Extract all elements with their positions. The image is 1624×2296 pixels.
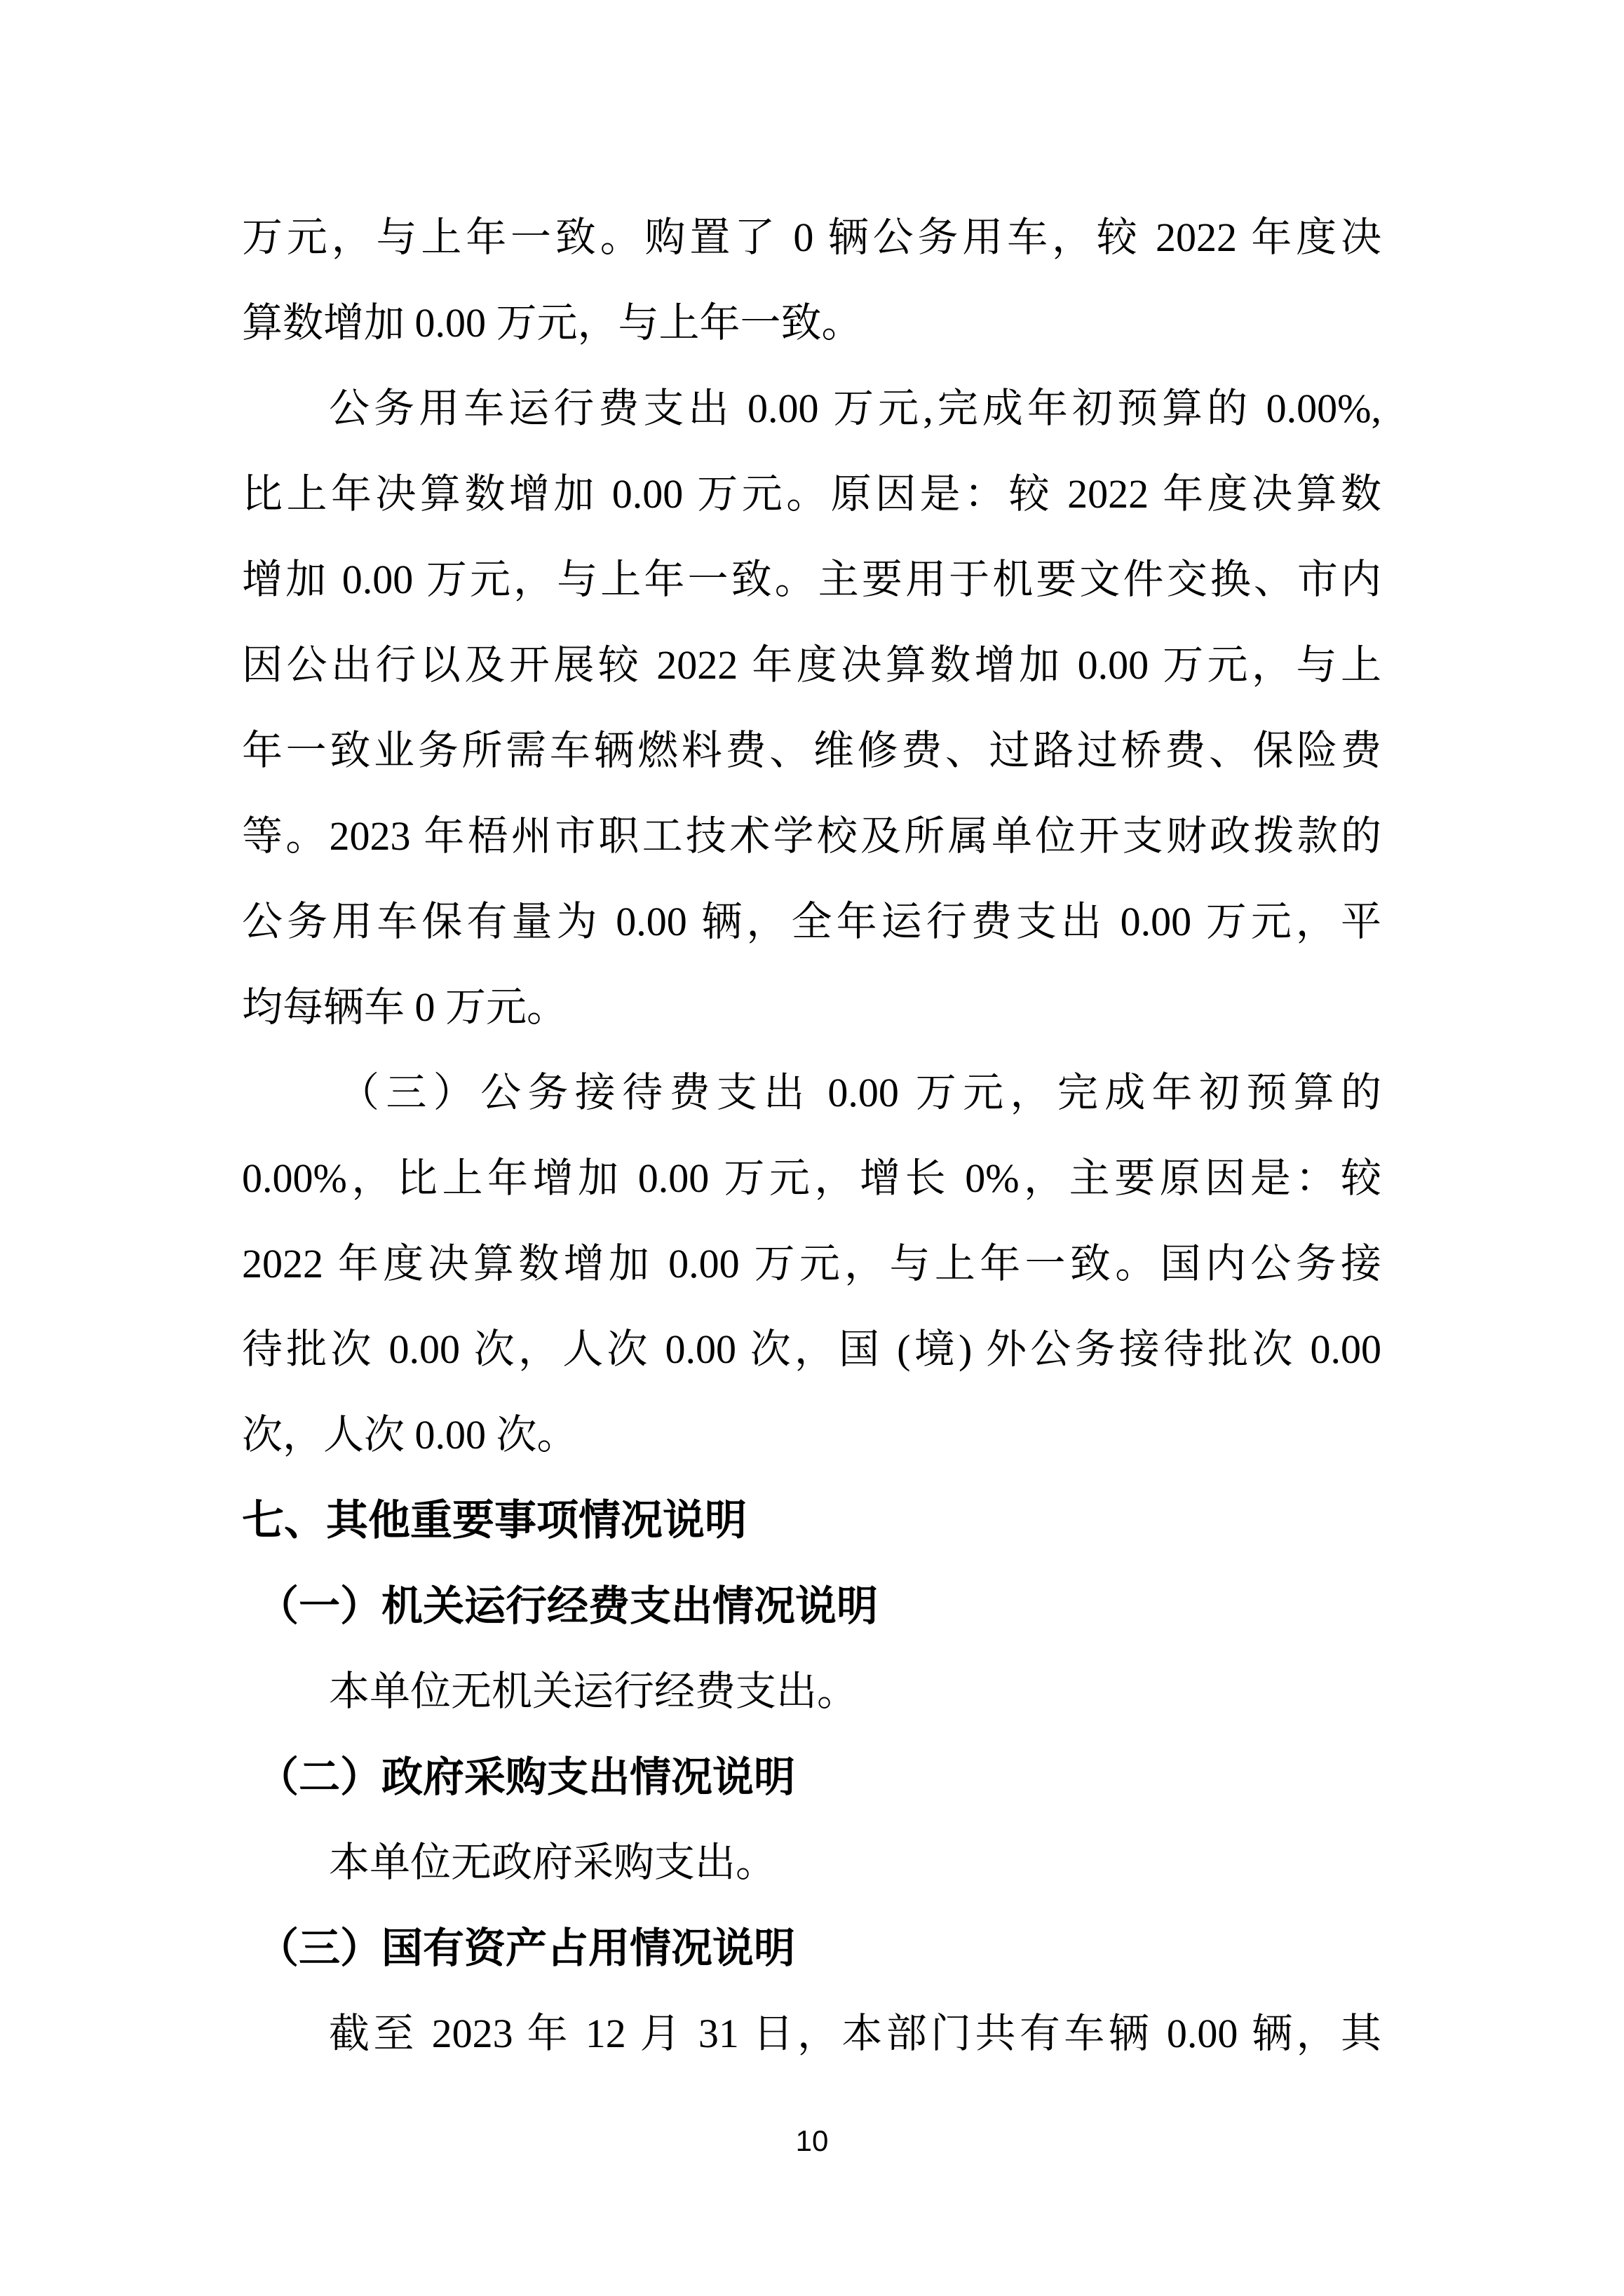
section-heading: 七、其他重要事项情况说明: [242, 1497, 747, 1544]
text-line: 增加 0.00 万元，与上年一致。主要用于机要文件交换、市内: [242, 557, 1381, 602]
text-line: 比上年决算数增加 0.00 万元。原因是：较 2022 年度决算数: [242, 471, 1381, 517]
page-number: 10: [795, 2124, 829, 2157]
text-line: 等。2023 年梧州市职工技术学校及所属单位开支财政拨款的: [242, 813, 1381, 859]
text-line: 本单位无政府采购支出。: [329, 1840, 777, 1885]
page-footer: [0, 2124, 1624, 2158]
document-body: [242, 195, 1381, 2077]
text-line: 待批次 0.00 次，人次 0.00 次，国 (境) 外公务接待批次 0.00: [242, 1326, 1381, 1372]
text-line: 万元，与上年一致。购置了 0 辆公务用车，较 2022 年度决: [242, 215, 1381, 260]
text-line: 次，人次 0.00 次。: [242, 1412, 578, 1458]
text-line: 公务用车保有量为 0.00 辆，全年运行费支出 0.00 万元，平: [242, 899, 1381, 944]
text-line: 0.00%，比上年增加 0.00 万元，增长 0%，主要原因是：较: [242, 1155, 1381, 1201]
text-line: 均每辆车 0 万元。: [242, 984, 568, 1030]
subsection-heading: （三）国有资产占用情况说明: [257, 1925, 796, 1971]
text-line: 公务用车运行费支出 0.00 万元,完成年初预算的 0.00%,: [329, 386, 1381, 431]
text-line: 2022 年度决算数增加 0.00 万元，与上年一致。国内公务接: [242, 1241, 1381, 1286]
text-line: 因公出行以及开展较 2022 年度决算数增加 0.00 万元，与上: [242, 642, 1381, 688]
text-line: 算数增加 0.00 万元，与上年一致。: [242, 300, 862, 346]
text-line: 年一致业务所需车辆燃料费、维修费、过路过桥费、保险费: [242, 728, 1381, 773]
text-line: 截至 2023 年 12 月 31 日，本部门共有车辆 0.00 辆，其: [329, 2011, 1381, 2056]
text-line: （三）公务接待费支出 0.00 万元，完成年初预算的: [339, 1070, 1381, 1115]
text-line: 本单位无机关运行经费支出。: [329, 1669, 858, 1714]
subsection-heading: （二）政府采购支出情况说明: [257, 1754, 796, 1800]
subsection-heading: （一）机关运行经费支出情况说明: [257, 1583, 879, 1629]
